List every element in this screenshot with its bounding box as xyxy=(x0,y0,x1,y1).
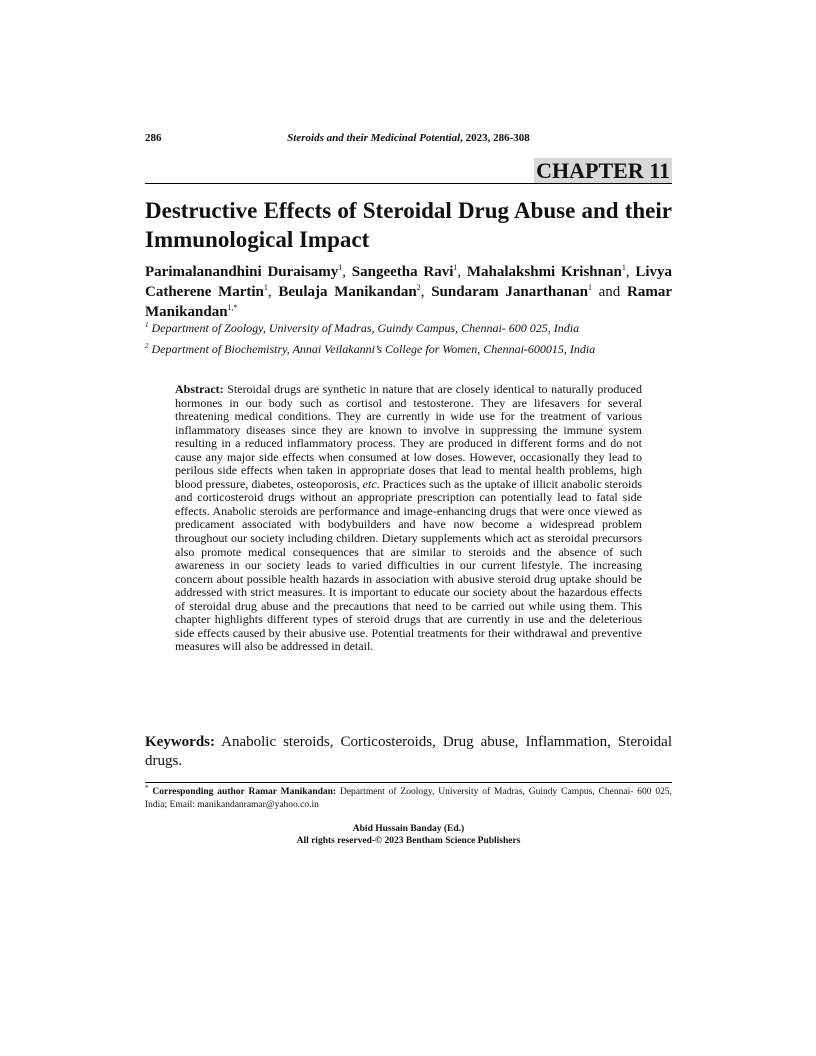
affiliation-2: $^2$ Department of Biochemistry, Annai Veilakanni’s College for Women, Chennai-600015, India xyxy=(145,342,596,356)
chapter-label: CHAPTER 11 xyxy=(536,158,670,183)
keywords: Keywords: Anabolic steroids, Corticosteroids, Drug abuse, Inflammation, Steroidal drugs. xyxy=(145,734,672,769)
keywords-label: Keywords: xyxy=(145,734,215,750)
corresponding-author-footnote: * Corresponding author Ramar Manikandan: Department of Zoology, University of Madras, Guindy Campus, Chennai- 600 025, India; Email: manikandanramar@yahoo.co.in xyxy=(145,784,672,810)
running-header xyxy=(145,132,672,148)
author-item: Sundaram Janarthanan$^1$ and xyxy=(431,283,627,300)
author-item: Sangeetha Ravi$^1$, xyxy=(351,263,467,280)
affiliation-1: $^1$ Department of Zoology, University of Madras, Guindy Campus, Chennai- 600 025, India xyxy=(145,321,580,335)
header-rule xyxy=(145,183,672,184)
author-item: Mahalakshmi Krishnan$^1$, xyxy=(466,263,636,280)
journal-issue: , 2023, 286-308 xyxy=(460,132,530,144)
author-item: Beulaja Manikandan$^2$, xyxy=(278,283,432,300)
journal-name: Steroids and their Medicinal Potential xyxy=(287,132,461,144)
footnote-rule xyxy=(145,782,672,783)
author-item: Ramar Manikandan$^{1,*}$ xyxy=(145,284,672,320)
editor-line: Abid Hussain Banday (Ed.) xyxy=(352,824,465,834)
page-number: 286 xyxy=(145,132,162,144)
abstract: Abstract: Steroidal drugs are synthetic in nature that are closely identical to naturally produced hormones in our body such as cortisol and testosterone. They are lifesavers for several threatening medical conditions. They are currently in wide use for the treatment of various inflammatory diseases since they are known to involve in suppressing the immune system resulting in a reduced inflammatory process. They are produced in different forms and do not cause any major side effects when consumed at low doses. However, occasionally they lead to perilous side effects when taken in appropriate doses that lead to mental health problems, high blood pressure, diabetes, osteoporosis, etc. Practices such as the uptake of illicit anabolic steroids and corticosteroid drugs without an appropriate prescription can potentially lead to fatal side effects. Anabolic steroids are performance and image-enhancing drugs that were once viewed as predicament associated with bodybuilders and have now become a widespread problem throughout our society including children. Dietary supplements which act as steroidal precursors also promote medical consequences that are similar to steroids and the absence of such awareness in our society leads to varied difficulties in our current lifestyle. The increasing concern about possible health hazards in association with abusive steroid drug uptake should be addressed with strict measures. It is important to educate our society about the hazardous effects of steroidal drug abuse and the precautions that need to be carried out while using them. This chapter highlights different types of steroid drugs that are currently in use and the deleterious side effects caused by their abusive use. Potential treatments for their withdrawal and preventive measures will also be addressed in detail. xyxy=(175,382,642,654)
chapter-title: Destructive Effects of Steroidal Drug Abuse and their Immunological Impact xyxy=(145,198,672,252)
author-item: Parimalanandhini Duraisamy$^1$, xyxy=(145,263,352,280)
author-item: Livya Catherene Martin$^1$, xyxy=(145,264,673,300)
publisher-info xyxy=(145,823,672,847)
abstract-label: Abstract: xyxy=(175,382,224,396)
rights-line: All rights reserved-© 2023 Bentham Science Publishers xyxy=(296,836,521,846)
journal-title xyxy=(145,132,672,144)
author-list xyxy=(145,262,672,322)
